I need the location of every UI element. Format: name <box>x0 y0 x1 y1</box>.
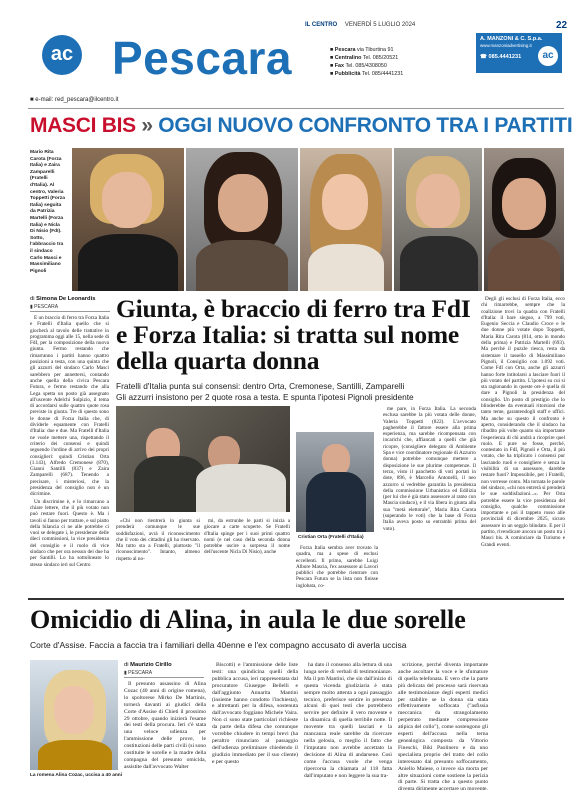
contacts-list <box>330 46 440 78</box>
location-marker-icon: ▮ <box>124 670 127 676</box>
contact-row: ■ Fax Tel. 085/4308050 <box>330 63 387 69</box>
article2-byline: di Maurizio Cirillo <box>124 662 172 668</box>
ad-logo-icon: ac <box>538 46 558 66</box>
article2-column-1: Il presunto assassino di Alina Cozac (40 anni di origine romena), lo spoltorese Mirko De Martinis, tornerà davanti ai giudici della Corte d'Assise di Chieti il prossimo 29 ottobre, quando inizierà l'esame dei testi della procura. Ieri c'è stata una veloce udienza per l'ammissione delle prove, le costituzioni delle parti civili (si sono costituite le sorelle e la madre della compagna del presunto omicida, assistite dall'avvocato Walter <box>124 681 206 770</box>
section-banner <box>30 114 573 142</box>
phone-icon: ☎ <box>480 54 489 60</box>
article2-column-2: Biscotti) e l'ammissione delle liste testi: una quindicina quelli della pubblica accusa, ieri rappresentata dal procuratore Giuseppe Bellelli e dall'aggiunto Annarita Mantini (insieme hanno condotto l'inchiesta), e altrettanti per la difesa, sostenuta dall'avvocato foggiano Michele Vaira. Non ci sono state particolari richieste da parte della difesa che comunque vorrebbe chiudere in tempi brevi (ha peraltro rinunciato al passaggio dell'udienza preliminare chiedendo il giudizio immediato per il suo cliente) e per questo <box>212 662 298 765</box>
location-marker-icon: ▮ <box>30 304 33 310</box>
contact-row: ■ Pubblicità Tel. 085/4441231 <box>330 71 404 77</box>
ad-company: A. MANZONI & C. S.p.a. <box>480 36 543 42</box>
banner-arrow: » <box>141 114 153 137</box>
photo-caption: Mario Rita Carota (Forza Italia) e Zaira Zamparelli (Fratelli d'Italia). Al centro, Valeria Toppetti (Forza Italia) seguita da Patrizia Martelli (Forza Italia) e Nicla Di Nisio (FdI). Sotto, l'abbraccio tra il sindaco Carlo Masci e Massimiliano Pignoli <box>30 150 65 274</box>
article1-column-6: Degli gli esclusi di Forza Italia, ecco chi rimarrebbe, sempre che la coalizione trovi la quadra con Fratelli d'Italia: il bare sieguo, a 799 voti, Eugenio Seccia e Claudio Croce e le due donne più votate dopo Toppetti, Maria Rita Carota (814, otto in mondo della prima) e Patrizia Martelli (693). Ma perché il puzzle riesca, resta da sistemare il tassello di Massimiliano Pignoli, il Consiglio con 1.092 voti. Come FdI con Orta, anche gli azzurri hanno forte intitolarsi a lasciare fuori il più votato del partito. L'ipotesi su cui si sta ragionando in queste ore è quella di dare a Pignoli la presidenza del consiglio. Un posto di prestigio che lo blinderebbe da eventuali ritorsioni che tanto teme, garantendogli staff e uffici. Ma anche su questo il confronto è aperto, considerando che il sindaco ha ribadito più volte quanto sia importante l'esperienza di chi andrà a ricoprire quel ruolo. E pure se fosse, perché, contestato in FdI, Pignoli e Orta, il più votato, che ha triplicato i consensi pur lasciando ruoli e consigliere e senza la visibilità di un assessore, darebbe restare fuori? Impossibile, per i Fratelli, non vorresse conto. Ma tornata le parole del sindaco, «chi non entrerà si prenderà le sue soddisfazioni...». Per Orta potrebbe essere la vice presidenza del consiglio, qualche commissione importante e poi il tappeto rosso alle provinciali di dicembre 2025, sicuro assessore in un seggio blindato. E per il partito, rivendicare ancora un posto tra i Masci bis. A cominciare da Turismo e Grandi eventi. <box>481 296 565 548</box>
article2-subhead: Corte d'Assise. Faccia a faccia tra i familiari della 40enne e l'ex compagno accusato di averla uccisa <box>30 640 407 650</box>
portrait-photo <box>394 148 482 291</box>
advertising-box <box>476 33 562 73</box>
city-title: Pescara <box>112 32 292 84</box>
article1-subhead: Fratelli d'Italia punta sui consensi: dentro Orta, Cremonese, Santilli, Zamparelli Gli azzurri insistono per 2 quote rosa a testa. E spunta l'ipotesi Pignoli presidente <box>116 381 414 402</box>
article1-headline: Giunta, è braccio di ferro tra FdI e Forza Italia: si tratta sul nome della quarta donna <box>116 294 471 375</box>
ad-phone: ☎ 085.4441231 <box>480 54 522 60</box>
portrait-photo <box>484 148 564 291</box>
article2-photo-caption: La romena Alina Cozac, uccisa a 40 anni <box>30 773 123 778</box>
page-number: 22 <box>556 20 568 31</box>
issue-date: VENERDÌ 5 LUGLIO 2024 <box>344 22 416 28</box>
article1-byline: di Simona De Leonardis <box>30 296 96 302</box>
email-line: ■ e-mail: red_pescara@ilcentro.it <box>30 97 119 103</box>
article2-column-4: scrizione, perché diventa importante anche ascoltare la voce e le sfumature di quella telefonata. E vero che la parte più delicata del processo sarà riservata alle testimonianze degli esperti medici per stabilire se la donna sia stata effettivamente soffocata ("asfissia meccanica da strangolamento perpetrato mediante compressione atipica del collo"), come sostengono gli esperti dell'accusa nella terna genealogica composta da Vittorio Fineschi, Biki Paolinero e da uno specialista proprio del tratto del collo interessato dal presunto soffocamento, Aniello Maiese, o invece sia morta per altre situazioni come sostiene la perizia di parte. Si tratta che a questo punto diventa dirimente accertare un movente. <box>398 662 488 793</box>
article1-column-2: «Chi non rientrerà in giunta si prenderà comunque le sue soddisfazioni, avrà il riconoscimento che il voto dei cittadini gli ha riservato. Ma tutto sta a Fratelli, piuttosto "il riconoscimento". Intanto, almeno rispetto al no- <box>116 518 200 562</box>
author-name: Simona De Leonardis <box>36 296 96 302</box>
article2-column-3: ha dato il consenso alla lettura di una lunga serie di verbali di testimonianze. Ma il pm Mantini, che sin dall'inizio di questa vicenda giudiziaria è stata sempre molto attenta a ogni passaggio tecnico, preferisce sentire in presenza alcuni di quei testi che potrebbero servire per definire il vero movente e la dinamica di quella terribile notte. Il movente tra quelli lasciati e la mancanza reale sarebbe da ricercare nella gelosia, o meglio il fatto che l'imputato non avrebbe accettato la decisione di Alina di andarsene. Così come l'accusa vuole che venga ripercorsa la chiamata al 118 fatta dall'imputato e non leggere la sua tra- <box>304 662 392 779</box>
article1-column-4: Forza Italia sembra aver trovato la quadra, ma a spese di esclusi eccellenti. Il primo, sarebbe Luigi Albore Mascia, l'ex assessore ai Lavori pubblici che potrebbe rientrare con Pescara Futura se la lista non finisse inglobata, co- <box>296 545 378 589</box>
article2-location: ▮ PESCARA <box>124 670 153 676</box>
email-link[interactable]: red_pescara@ilcentro.it <box>54 97 119 103</box>
masthead: IL CENTRO <box>305 22 338 28</box>
article1-photo-caption: Cristian Orta (Fratelli d'Italia) <box>298 535 364 540</box>
portrait-photo <box>72 148 184 291</box>
portrait-photo <box>186 148 298 291</box>
contact-row: ■ Pescara via Tiburtina 91 <box>330 47 394 53</box>
article1-column-5: me pare, in Forza Italia. La seconda esclusa sarebbe la più votata delle donne, Valeria Toppetti (822). L'avvocato pagherebbe il fattore essere alla prima esperienza, ma sarebbe ricompensata con incarichi che, affiancati a quelli che già ricopre, (consigliere delegato di Ambiente Spa e vice coordinatore regionale di Azzurro donna) potrebbe comunque mettere a disposizione le sue plurime competenze. Il terzo, visto il panchetto di voti portati in dote, 896, è Marcello Antonelli, il neo azzurro si vedrebbe garantita la presidenza della commissione Urbanistica ed Edilizia (per lui che è già stato assessore al ramo con Mascia sindaco), e il via libera in giunta alla sua "metà elettorale", Maria Rita Carota (superando le voti) che la base di Forza Italia aveva posto su entrambi prima del voto). <box>383 406 476 532</box>
article1-location: ▮ PESCARA <box>30 304 59 310</box>
author-name: Maurizio Cirillo <box>130 662 172 668</box>
ilcentro-logo-icon <box>42 35 82 75</box>
contact-row: ■ Centralino Tel. 085/20521 <box>330 55 399 61</box>
ad-site: www.manzoniadvertising.it <box>480 43 532 48</box>
portrait-photo <box>300 148 392 291</box>
header-rule <box>28 108 564 109</box>
banner-part2: OGGI NUOVO CONFRONTO TRA I PARTITI <box>158 114 573 137</box>
header <box>0 0 580 112</box>
article1-photo-inset <box>296 432 374 532</box>
article1-column-3: mi, da estrunbe le parti si inizia a giocare a carte scoperte. Se Fratelli d'Italia spinge per i suoi primi quattro nomi (e nel caso della seconda donna potrebbe uscire a sorpresa il nome dell'uscente Nicla Di Nisio), anche <box>204 518 290 556</box>
section-divider <box>28 598 564 600</box>
article1-column-1: È un braccio di ferro tra Forza Italia e Fratelli d'Italia quello che si giocherà al tavolo delle trattative in programma oggi alle 15, nella sede di FdI, per la composizione della nuova giunta. Fermo restando che rimarranno i partiti hanno quattro posizioni a testa, con una quinta che gli azzurri del sindaco Carlo Masci sarebbero per annettersi, contando anche quella della civica Pescara Futura, e fermo restando che alla Lega spetta un posto già assegnato all'uscente Adelchi Sulpizio, il tema di accordarsi sulle quattro quote rosa previste in giunta. Tre di questo sono le donne di Forza Italia che, di dividerle equamente con Fratelli d'Italia: due e due. Ma Fratelli d'Italia ne vuole mettere una, rispettando il criterio dei consensi e quindi seguendo l'ordine di arrivo dei propri consiglieri: quindi Cristian Orta (1.143), Alfredo Cremonese (870), Gianni Santilli (837) e Zaira Zamparelli (687). Tenendo a precisare, i misteriosi, che la presidenza del consiglio non è un dicrimine. Un discrimine è, e lo rimarcano a chiare lettere, che il più votato non può restare fuori. Questo è. Ma i tavoli si fanno per trattare, e sul piatto della bilancia ci ne alle potrebbe ci vuoi se delegate i, le presidenze delle dieci commissioni, la vice presidenza del consiglio e il ruolo di vice sindaco che per ora nessun dei due ha per Santilli. Lo ha sottolineato lo stesso sindaco ieri sul Centro <box>30 315 109 568</box>
logo-text: ac <box>50 43 74 65</box>
article1-photo <box>116 406 290 512</box>
article2-headline: Omicidio di Alina, in aula le due sorelle <box>30 605 466 634</box>
article2-photo <box>30 660 118 770</box>
banner-part1: MASCI BIS <box>30 114 136 137</box>
